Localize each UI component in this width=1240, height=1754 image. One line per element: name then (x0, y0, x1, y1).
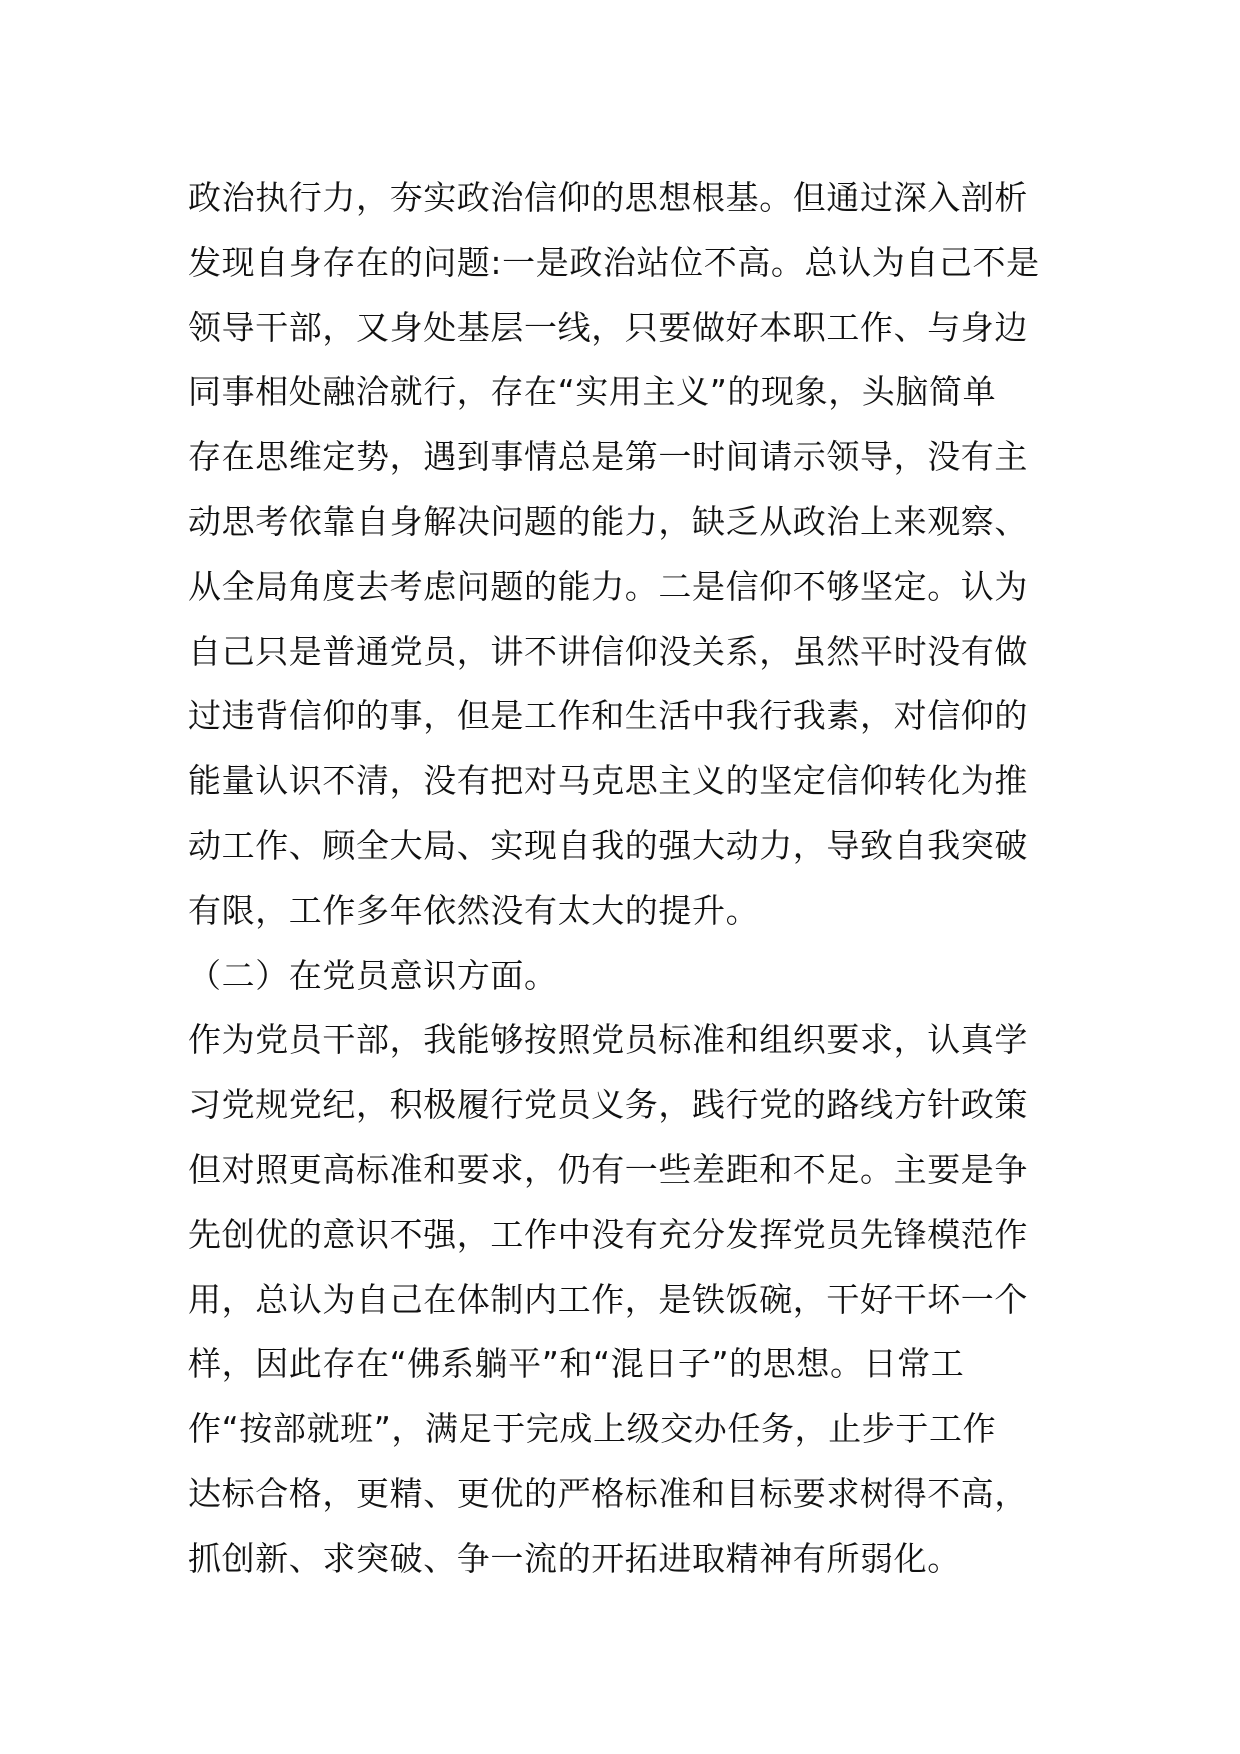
body-line: 习党规党纪，积极履行党员义务，践行党的路线方针政策 (188, 1085, 1028, 1125)
body-line: 样，因此存在“佛系躺平”和“混日子”的思想。日常工 (188, 1344, 965, 1384)
section-heading: （二）在党员意识方面。 (188, 955, 558, 995)
body-line: 用，总认为自己在体制内工作，是铁饭碗，干好干坏一个 (188, 1279, 1028, 1319)
body-line: 作为党员干部，我能够按照党员标准和组织要求，认真学 (188, 1020, 1028, 1060)
body-line: 存在思维定势，遇到事情总是第一时间请示领导，没有主 (188, 437, 1028, 477)
body-line: 动思考依靠自身解决问题的能力，缺乏从政治上来观察、 (188, 501, 1028, 541)
body-line: 动工作、顾全大局、实现自我的强大动力，导致自我突破 (188, 825, 1028, 865)
body-line: 抓创新、求突破、争一流的开拓进取精神有所弱化。 (188, 1538, 961, 1578)
body-line: 过违背信仰的事，但是工作和生活中我行我素，对信仰的 (188, 696, 1028, 736)
body-line: 能量认识不清，没有把对马克思主义的坚定信仰转化为推 (188, 761, 1028, 801)
body-line: 同事相处融洽就行，存在“实用主义”的现象，头脑简单 (188, 372, 997, 412)
body-line: 达标合格，更精、更优的严格标准和目标要求树得不高， (188, 1473, 1028, 1513)
body-line: 先创优的意识不强，工作中没有充分发挥党员先锋模范作 (188, 1214, 1028, 1254)
body-line: 领导干部，又身处基层一线，只要做好本职工作、与身边 (188, 307, 1028, 347)
body-line: 有限，工作多年依然没有太大的提升。 (188, 890, 760, 930)
body-line: 从全局角度去考虑问题的能力。二是信仰不够坚定。认为 (188, 566, 1028, 606)
body-line: 作“按部就班”，满足于完成上级交办任务，止步于工作 (188, 1409, 997, 1449)
body-line: 但对照更高标准和要求，仍有一些差距和不足。主要是争 (188, 1149, 1028, 1189)
body-line: 发现自身存在的问题:一是政治站位不高。总认为自己不是 (188, 242, 1040, 282)
body-line: 政治执行力，夯实政治信仰的思想根基。但通过深入剖析 (188, 178, 1028, 217)
body-line: 自己只是普通党员，讲不讲信仰没关系，虽然平时没有做 (188, 631, 1028, 671)
document-body (188, 166, 1068, 1592)
